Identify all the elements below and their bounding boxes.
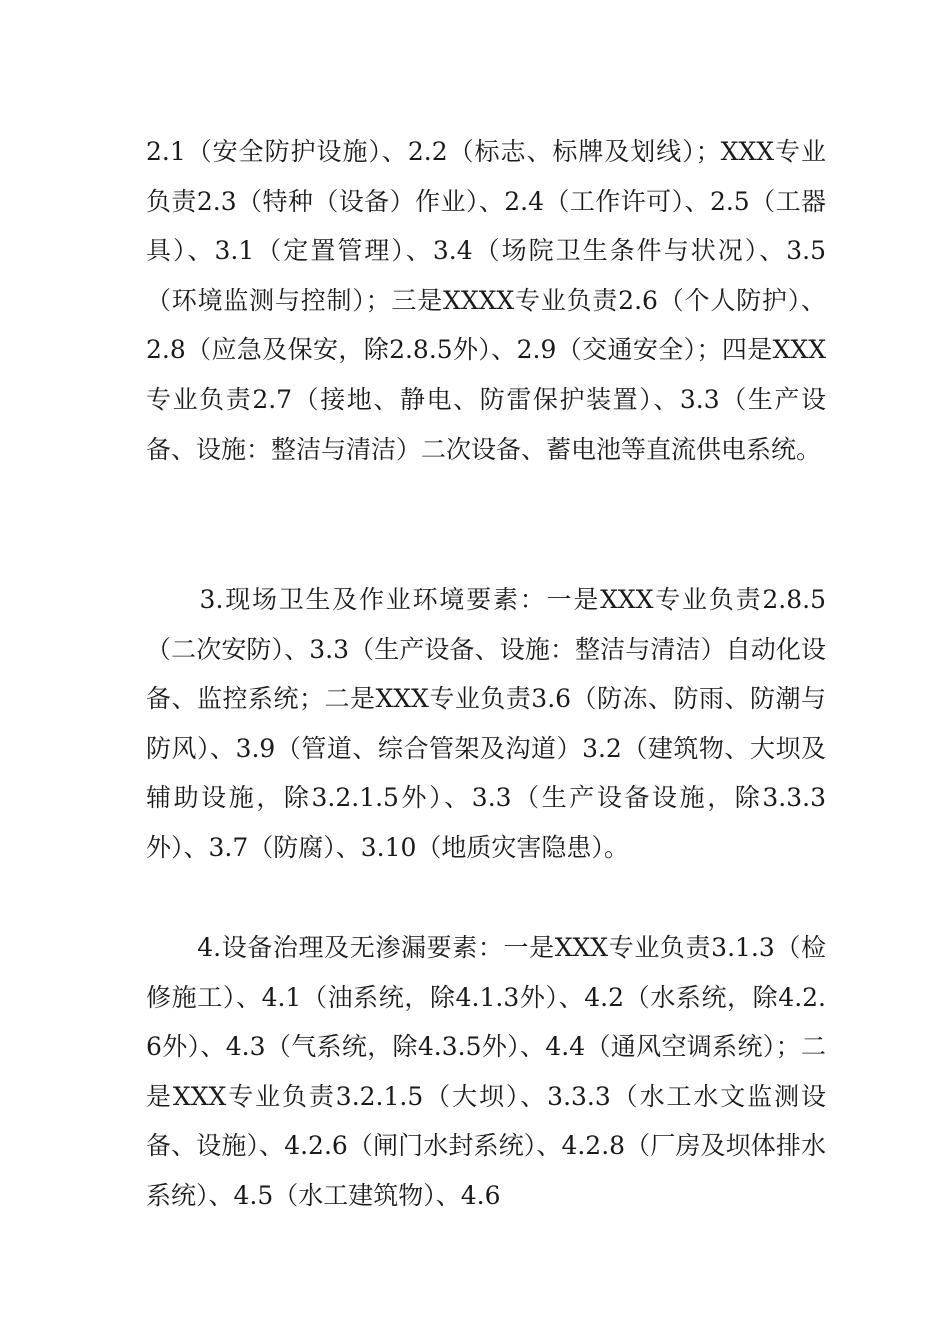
paragraph-continuation: 2.1（安全防护设施）、2.2（标志、标牌及划线）；XXX专业负责2.3（特种（设备）作业）、2.4（工作许可）、2.5（工器具）、3.1（定置管理）、3.4（场院卫生条件与状况）、3.5（环境监测与控制）；三是XXXX专业负责2.6（个人防护）、2.8（应急及保安，除2.8.5外）、2.9（交通安全）；四是XXX专业负责2.7（接地、静电、防雷保护装置）、3.3（生产设备、设施：整洁与清洁）二次设备、蓄电池等直流供电系统。 [146,137,826,464]
paragraph-section-4: 4.设备治理及无渗漏要素：一是XXX专业负责3.1.3（检修施工）、4.1（油系统，除4.1.3外）、4.2（水系统，除4.2.6外）、4.3（气系统，除4.3.5外）、4.4（通风空调系统）；二是XXX专业负责3.2.1.5（大坝）、3.3.3（水工水文监测设备、设施）、4.2.6（闸门水封系统）、4.2.8（厂房及坝体排水系统）、4.5（水工建筑物）、4.6 [146,933,826,1210]
paragraph-section-3: 3.现场卫生及作业环境要素：一是XXX专业负责2.8.5（二次安防）、3.3（生产设备、设施：整洁与清洁）自动化设备、监控系统；二是XXX专业负责3.6（防冻、防雨、防潮与防风）、3.9（管道、综合管架及沟道）3.2（建筑物、大坝及辅助设施，除3.2.1.5外）、3.3（生产设备设施，除3.3.3外）、3.7（防腐）、3.10（地质灾害隐患）。 [146,585,826,862]
